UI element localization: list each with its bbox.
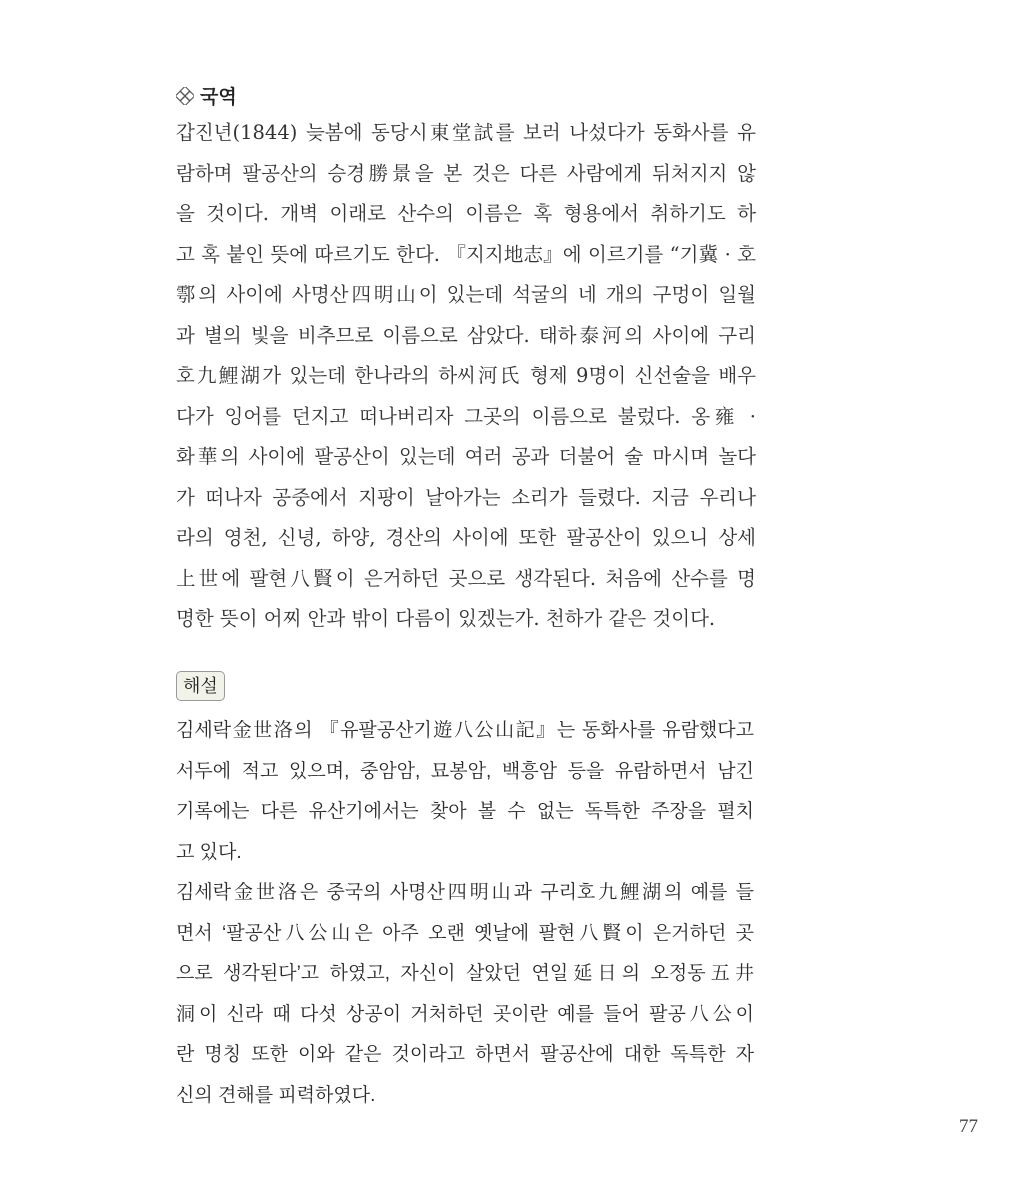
translation-line: 라의 영천, 신녕, 하양, 경산의 사이에 또한 팔공산이 있으니 상세: [176, 526, 756, 549]
translation-line: 화華의 사이에 팔공산이 있는데 여러 공과 더불어 술 마시며 놀다: [176, 445, 756, 468]
translation-heading-label: 국역: [200, 87, 237, 108]
translation-line: 고 혹 붙인 뜻에 따르기도 한다. 『지지地志』에 이르기를 “기冀 · 호: [176, 242, 756, 266]
translation-line: 鄠의 사이에 사명산四明山이 있는데 석굴의 네 개의 구멍이 일월: [176, 283, 756, 306]
commentary-line: 신의 견해를 피력하였다.: [176, 1084, 376, 1106]
translation-line: 上世에 팔현八賢이 은거하던 곳으로 생각된다. 처음에 산수를 명: [176, 566, 756, 590]
page-number: 77: [959, 1116, 978, 1137]
commentary-line: 洞이 신라 때 다섯 상공이 거처하던 곳이란 예를 들어 팔공八公이: [176, 1003, 754, 1025]
commentary-label: 해설: [176, 671, 225, 701]
translation-line: 명한 뜻이 어찌 안과 밖이 다름이 있겠는가. 천하가 같은 것이다.: [176, 607, 716, 630]
translation-line: 을 것이다. 개벽 이래로 산수의 이름은 혹 형용에서 취하기도 하: [176, 202, 756, 225]
translation-line: 갑진년(1844) 늦봄에 동당시東堂試를 보러 나섰다가 동화사를 유: [176, 121, 756, 144]
diamond-knot-icon: [176, 87, 194, 105]
commentary-line: 고 있다.: [176, 841, 242, 863]
commentary-line: 기록에는 다른 유산기에서는 찾아 볼 수 없는 독특한 주장을 펼치: [176, 801, 754, 822]
translation-body: [176, 113, 756, 640]
translation-heading: [176, 82, 237, 109]
commentary-line: 김세락金世洛의 『유팔공산기遊八公山記』는 동화사를 유람했다고: [176, 720, 754, 741]
commentary-line: 면서 ‘팔공산八公山은 아주 오랜 옛날에 팔현八賢이 은거하던 곳: [176, 922, 754, 944]
commentary-line: 으로 생각된다’고 하였고, 자신이 살았던 연일延日의 오정동五井: [176, 963, 754, 984]
translation-line: 과 별의 빛을 비추므로 이름으로 삼았다. 태하泰河의 사이에 구리: [176, 323, 756, 347]
translation-line: 호九鯉湖가 있는데 한나라의 하씨河氏 형제 9명이 신선술을 배우: [176, 364, 756, 387]
commentary-line: 서두에 적고 있으며, 중암암, 묘봉암, 백흥암 등을 유람하면서 남긴: [176, 760, 754, 782]
translation-line: 다가 잉어를 던지고 떠나버리자 그곳의 이름으로 불렀다. 옹雍 ·: [176, 404, 756, 428]
commentary-body: [176, 711, 754, 1116]
commentary-line: 란 명칭 또한 이와 같은 것이라고 하면서 팔공산에 대한 독특한 자: [176, 1044, 754, 1065]
translation-line: 람하며 팔공산의 승경勝景을 본 것은 다른 사람에게 뒤처지지 않: [176, 161, 756, 185]
translation-line: 가 떠나자 공중에서 지팡이 날아가는 소리가 들렸다. 지금 우리나: [176, 485, 756, 509]
commentary-line: 김세락金世洛은 중국의 사명산四明山과 구리호九鯉湖의 예를 들: [176, 882, 754, 903]
